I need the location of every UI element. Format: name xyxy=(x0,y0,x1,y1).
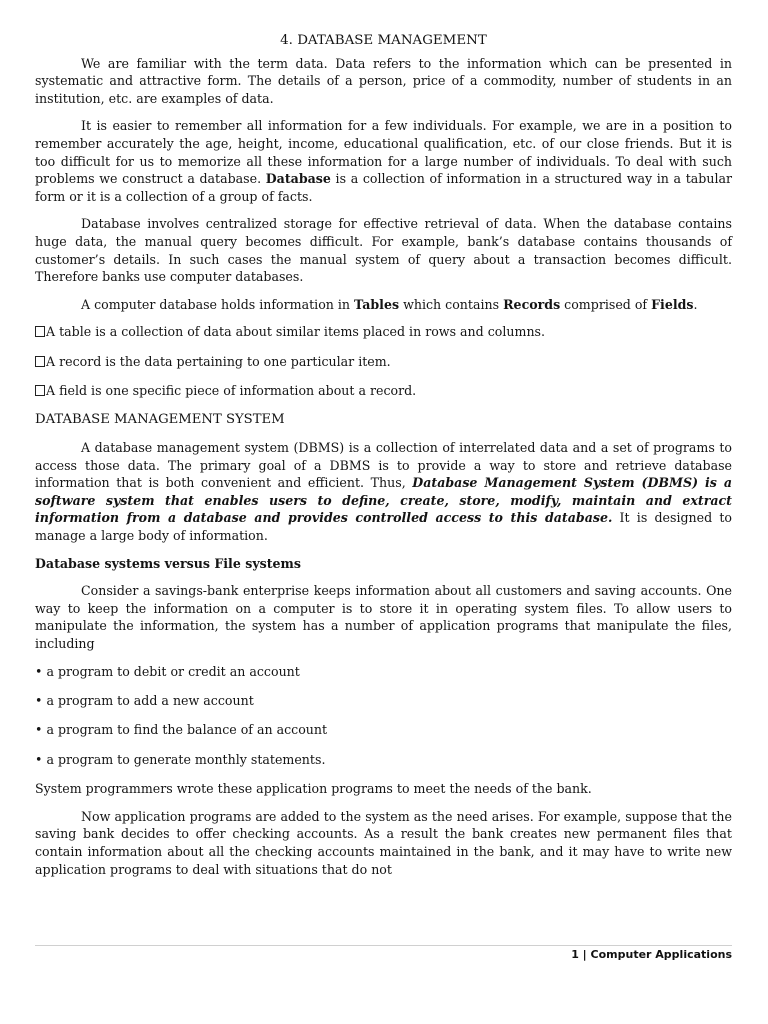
list-item-text: A field is one specific piece of information about a record. xyxy=(46,383,417,399)
bullet-item xyxy=(35,721,732,739)
text: A database management system (DBMS) is a collection of interrelated data and a set of programs to access those data. The primary goal of a DBMS is to provide a way to store and retrieve database information that is both convenient and efficient. Thus, xyxy=(35,440,732,491)
paragraph-6: Consider a savings-bank enterprise keeps information about all customers and saving accounts. One way to keep the information on a computer is to store it in operating system files. To allow users to manipulate the information, the system has a number of application programs that manipulate the files, including xyxy=(35,583,732,652)
paragraph-3: Database involves centralized storage for effective retrieval of data. When the database contains huge data, the manual query becomes difficult. For example, bank’s database contains thousands of customer’s details. In such cases the manual system of query about a transaction becomes difficult. Therefore banks use computer databases. xyxy=(35,216,732,285)
bullet-item xyxy=(35,751,732,769)
box-list-item xyxy=(35,353,732,371)
checkbox-icon xyxy=(35,385,45,396)
bullet-item xyxy=(35,663,732,681)
bullet-icon: • xyxy=(35,693,47,708)
paragraph-2 xyxy=(35,117,732,205)
term-fields: Fields xyxy=(651,296,694,312)
checkbox-icon xyxy=(35,326,45,337)
paragraph-1: We are familiar with the term data. Data refers to the information which can be presented in systematic and attractive form. The details of a person, price of a commodity, number of students in an institution, etc. are examples of data. xyxy=(35,55,732,106)
page-title: 4. DATABASE MANAGEMENT xyxy=(280,33,487,48)
bullet-icon: • xyxy=(35,663,47,679)
bullet-text: a program to add a new account xyxy=(46,693,254,708)
bullet-icon: • xyxy=(35,751,47,767)
term-tables: Tables xyxy=(354,296,400,312)
bullet-icon: • xyxy=(35,722,47,738)
footer-divider xyxy=(35,945,732,946)
bullet-text: a program to find the balance of an account xyxy=(46,722,328,738)
paragraph-8: Now application programs are added to the system as the need arises. For example, suppose that the saving bank decides to offer checking accounts. As a result the bank creates new permanent files that contain information about all the checking accounts maintained in the bank, and it may have to write new application programs to deal with situations that do not xyxy=(35,808,732,877)
paragraph-7: System programmers wrote these application programs to meet the needs of the bank. xyxy=(35,781,592,797)
box-list-item xyxy=(35,382,732,400)
document-page xyxy=(35,32,732,888)
paragraph-5 xyxy=(35,439,732,545)
text: which contains xyxy=(399,296,504,312)
section-heading-db-vs-file: Database systems versus File systems xyxy=(35,555,301,571)
checkbox-icon xyxy=(35,356,45,367)
bullet-text: a program to debit or credit an account xyxy=(46,663,300,679)
term-records: Records xyxy=(503,296,561,312)
list-item-text: A table is a collection of data about similar items placed in rows and columns. xyxy=(46,324,546,340)
text: . xyxy=(693,296,698,312)
text: It is easier to remember all information for a few individuals. For example, we are in a position to remember accurately the age, height, income, educational qualification, etc. of our close friends. But it is too difficult for us to memorize all these information for a large number of individuals. To deal with such problems we construct a database. xyxy=(35,118,732,187)
text: A computer database holds information in xyxy=(81,296,355,312)
paragraph-4 xyxy=(35,296,732,314)
bullet-text: a program to generate monthly statements. xyxy=(46,751,326,767)
text: is a collection of information in a structured way in a tabular form or it is a collection of a group of facts. xyxy=(35,171,732,204)
dbms-definition: Database Management System (DBMS) is a software system that enables users to define, create, store, modify, maintain and extract information from a database and provides controlled access to this database. xyxy=(35,475,732,526)
text: comprised of xyxy=(560,296,652,312)
page-footer: 1 | Computer Applications xyxy=(571,948,732,961)
section-heading-dbms: DATABASE MANAGEMENT SYSTEM xyxy=(35,412,285,428)
term-database: Database xyxy=(265,171,331,187)
box-list-item xyxy=(35,323,732,341)
bullet-item xyxy=(35,692,732,710)
text: It is designed to manage a large body of information. xyxy=(35,510,733,544)
list-item-text: A record is the data pertaining to one particular item. xyxy=(46,353,391,369)
